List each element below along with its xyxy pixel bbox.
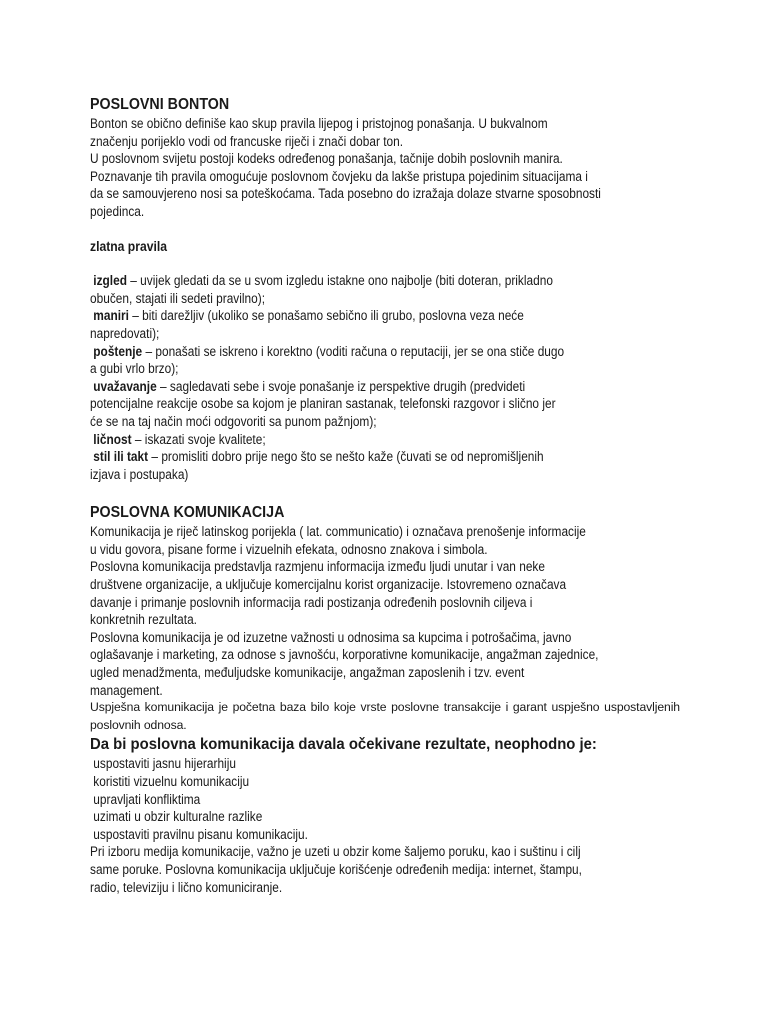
rule-item [90, 448, 609, 466]
section-title-poslovni-bonton: POSLOVNI BONTON [90, 96, 230, 113]
rule-term: ličnost [90, 431, 132, 447]
uspjesna-paragraph: Uspješna komunikacija je početna baza bilo koje vrste poslovne transakcije i garant uspješno uspostavljenih poslovnih odnosa. [90, 700, 680, 732]
requirement-item: uspostaviti jasnu hijerarhiju [90, 756, 236, 772]
intro-line: značenju porijeklo vodi od francuske riječi i znači dobar ton. [90, 133, 404, 149]
intro-line: U poslovnom svijetu postoji kodeks određenog ponašanja, tačnije dobih poslovnih manira. [90, 151, 563, 167]
rule-text: – biti darežljiv (ukoliko se ponašamo sebično ili grubo, poslovna veza neće [128, 308, 524, 324]
rule-term: maniri [90, 308, 129, 324]
komunikacija-line: oglašavanje i marketing, za odnose s javnošću, korporativne komunikacije, angažman zajednice, [90, 647, 599, 663]
komunikacija-line: ugled menadžmenta, međuljudske komunikacije, angažman zaposlenih i tzv. event [90, 665, 525, 681]
rule-item [90, 431, 609, 449]
closing-line: same poruke. Poslovna komunikacija uključuje korišćenje određenih medija: internet, štampu, [90, 861, 582, 877]
requirement-item: uzimati u obzir kulturalne razlike [90, 809, 263, 825]
rule-item [90, 343, 609, 361]
rule-continuation: potencijalne reakcije osobe sa kojom je planiran sastanak, telefonski razgovor i slično jer će se na taj način moći odgovoriti sa punom pažnjom); [90, 396, 556, 429]
komunikacija-line: management. [90, 682, 163, 698]
document-page [90, 95, 680, 896]
intro-line: Poznavanje tih pravila omogućuje poslovnom čovjeku da lakše pristupa pojedinim situacijama i [90, 168, 588, 184]
rule-item [90, 307, 609, 325]
intro-line: da se samouvjereno nosi sa poteškoćama. Tada posebno do izražaja dolaze stvarne sposobnosti [90, 186, 601, 202]
intro-line: Bonton se obično definiše kao skup pravila lijepog i pristojnog ponašanja. U bukvalnom [90, 116, 548, 131]
rule-text: – promisliti dobro prije nego što se nešto kaže (čuvati se od nepromišljenih [148, 449, 544, 465]
komunikacija-line: konkretnih rezultata. [90, 612, 197, 628]
rule-item [90, 272, 609, 290]
requirement-item: upravljati konfliktima [90, 791, 201, 807]
rule-continuation: napredovati); [90, 325, 160, 341]
golden-rules-heading: zlatna pravila [90, 238, 167, 254]
rule-term: uvažavanje [90, 378, 157, 394]
requirement-item: uspostaviti pravilnu pisanu komunikaciju. [90, 826, 308, 842]
komunikacija-line: društvene organizacije, a uključuje komercijalnu korist organizacije. Istovremeno označava [90, 577, 567, 593]
closing-line: Pri izboru medija komunikacije, važno je uzeti u obzir kome šaljemo poruku, kao i suštinu i cilj [90, 844, 581, 860]
closing-line: radio, televiziju i lično komuniciranje. [90, 879, 283, 895]
rule-text: – iskazati svoje kvalitete; [131, 431, 266, 447]
komunikacija-line: Poslovna komunikacija predstavlja razmjenu informacija između ljudi unutar i van neke [90, 559, 545, 575]
rule-text: – uvijek gledati da se u svom izgledu istakne ono najbolje (biti doteran, prikladno [126, 273, 553, 289]
rule-continuation: a gubi vrlo brzo); [90, 361, 179, 377]
komunikacija-line: Poslovna komunikacija je od izuzetne važnosti u odnosima sa kupcima i potrošačima, javno [90, 629, 572, 645]
neophodno-heading: Da bi poslovna komunikacija davala očekivane rezultate, neophodno je: [90, 736, 597, 754]
rule-term: izgled [90, 273, 127, 289]
rule-term: poštenje [90, 343, 143, 359]
komunikacija-line: u vidu govora, pisane forme i vizuelnih efekata, odnosno znakova i simbola. [90, 541, 488, 557]
rule-continuation: obučen, stajati ili sedeti pravilno); [90, 290, 265, 306]
rule-term: stil ili takt [90, 449, 149, 465]
komunikacija-line: davanje i primanje poslovnih informacija radi postizanja određenih poslovnih ciljeva i [90, 594, 533, 610]
rule-item [90, 378, 609, 396]
rule-text: – ponašati se iskreno i korektno (voditi računa o reputaciji, jer se ona stiče dugo [142, 343, 565, 359]
section-title-poslovna-komunikacija: POSLOVNA KOMUNIKACIJA [90, 504, 285, 522]
intro-line: pojedinca. [90, 203, 145, 219]
requirement-item: koristiti vizuelnu komunikaciju [90, 774, 250, 789]
rule-continuation: izjava i postupaka) [90, 466, 189, 482]
komunikacija-line: Komunikacija je riječ latinskog porijekla ( lat. communicatio) i označava prenošenje informacije [90, 524, 586, 540]
rule-text: – sagledavati sebe i svoje ponašanje iz perspektive drugih (predvideti [156, 378, 526, 394]
